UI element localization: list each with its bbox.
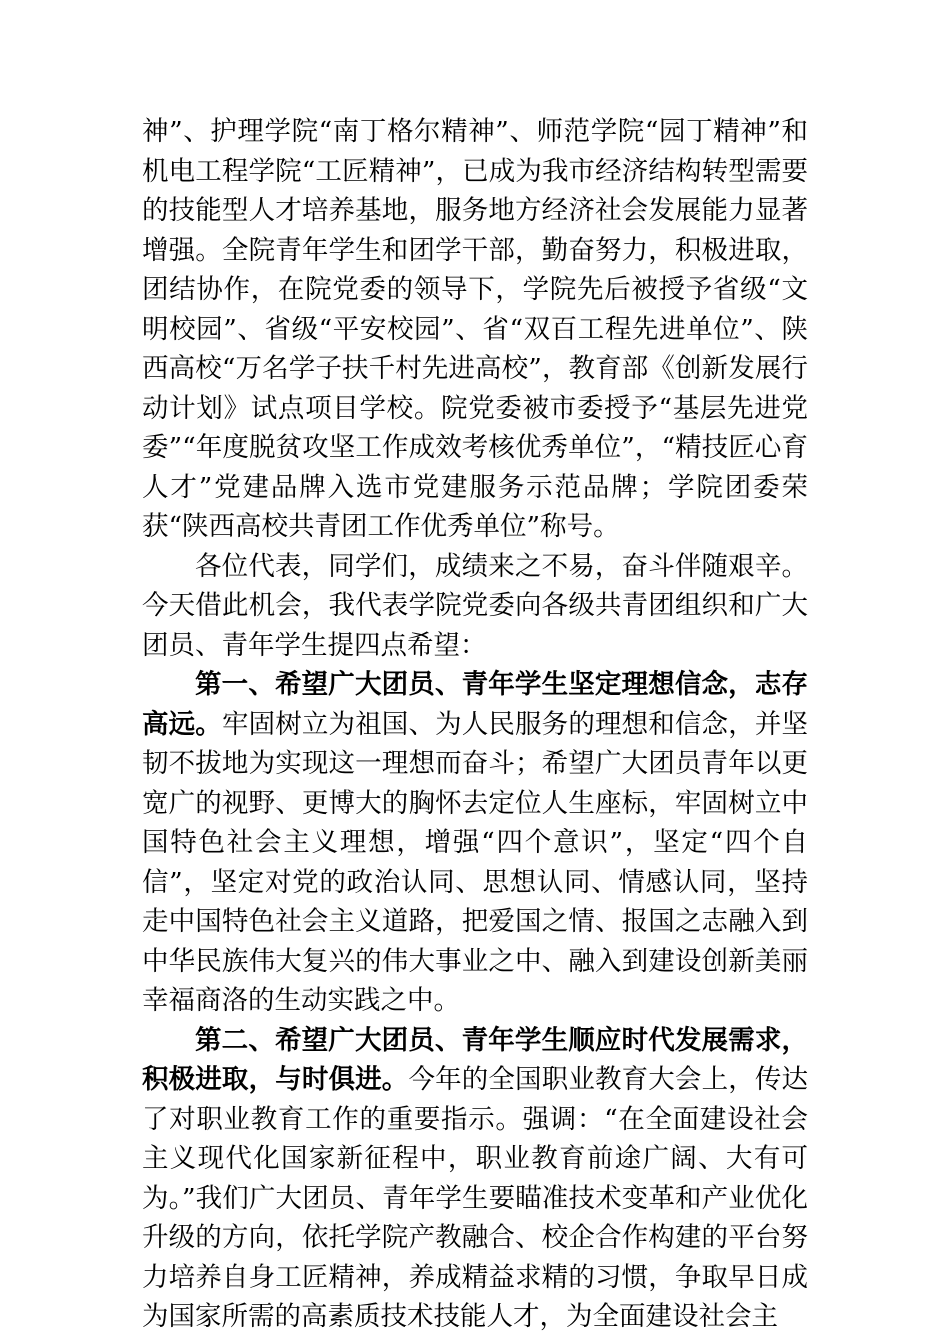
- paragraph-3-heading: 第一、希望广大团员、青年学生坚定理想信念，志存高远。: [142, 669, 808, 740]
- paragraph-4-heading: 第二、希望广大团员、青年学生顺应时代发展需求，积极进取，与时俱进。: [142, 1024, 808, 1095]
- document-page: [142, 112, 808, 1337]
- paragraph-3: [142, 665, 808, 1021]
- paragraph-4-text: 今年的全国职业教育大会上，传达了对职业教育工作的重要指示。强调：“在全面建设社会主义现代化国家新征程中，职业教育前途广阔、大有可为。”我们广大团员、青年学生要瞄准技术变革和产业优化升级的方向，依托学院产教融合、校企合作构建的平台努力培养自身工匠精神，养成精益求精的习惯，争取早日成为国家所需的高素质技术技能人才，为全面建设社会主: [142, 1064, 809, 1332]
- paragraph-4: [142, 1021, 808, 1337]
- paragraph-1-text: 神”、护理学院“南丁格尔精神”、师范学院“园丁精神”和机电工程学院“工匠精神”，已成为我市经济结构转型需要的技能型人才培养基地，服务地方经济社会发展能力显著增强。全院青年学生和团学干部，勤奋努力，积极进取，团结协作，在院党委的领导下，学院先后被授予省级“文明校园”、省级“平安校园”、省“双百工程先进单位”、陕西高校“万名学子扶千村先进高校”，教育部《创新发展行动计划》试点项目学校。院党委被市委授予“基层先进党委”“年度脱贫攻坚工作成效考核优秀单位”，“精技匠心育人才”党建品牌入选市党建服务示范品牌；学院团委荣获“陕西高校共青团工作优秀单位”称号。: [142, 116, 808, 542]
- paragraph-1: [142, 112, 808, 547]
- paragraph-2-text: 各位代表，同学们，成绩来之不易，奋斗伴随艰辛。今天借此机会，我代表学院党委向各级共青团组织和广大团员、青年学生提四点希望：: [142, 550, 808, 661]
- paragraph-2: [142, 547, 808, 666]
- paragraph-3-text: 牢固树立为祖国、为人民服务的理想和信念，并坚韧不拔地为实现这一理想而奋斗；希望广大团员青年以更宽广的视野、更博大的胸怀去定位人生座标，牢固树立中国特色社会主义理想，增强“四个意识”，坚定“四个自信”，坚定对党的政治认同、思想认同、情感认同，坚持走中国特色社会主义道路，把爱国之情、报国之志融入到中华民族伟大复兴的伟大事业之中、融入到建设创新美丽幸福商洛的生动实践之中。: [142, 708, 808, 1016]
